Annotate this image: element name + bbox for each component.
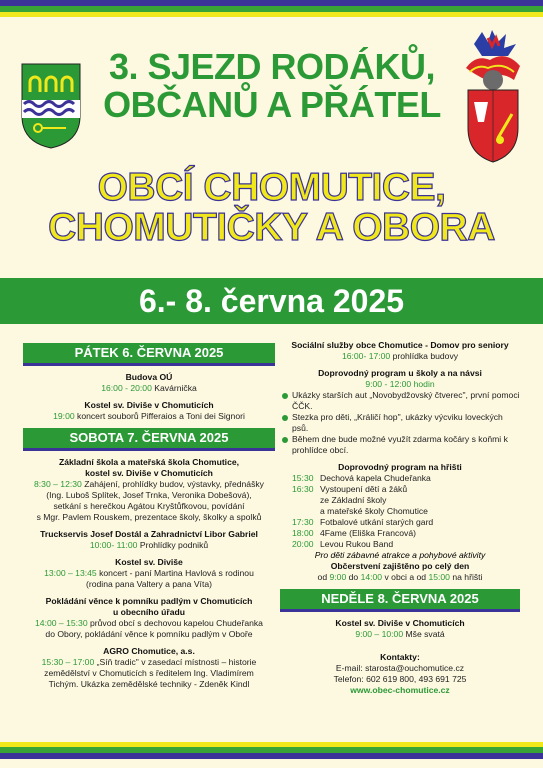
- program-text: ze Základní školy: [320, 495, 387, 505]
- event-title: AGRO Chomutice, a.s.: [103, 646, 195, 656]
- event-text: Kavárnička: [154, 383, 197, 393]
- list-item: Stezka pro děti, „Králičí hop", ukázky výcviku loveckých psů.: [280, 412, 520, 434]
- event-title: Pokládání věnce k pomníku padlým v Chomuticích: [45, 596, 253, 606]
- event-time: 9:00 – 10:00: [355, 629, 404, 639]
- website-link[interactable]: www.obec-chomutice.cz: [350, 685, 450, 695]
- event-text: do Obory, pokládání věnce k pomníku padlým v Oboře: [45, 629, 253, 639]
- refreshments-info: [280, 561, 520, 583]
- event-title: u obecního úřadu: [112, 607, 186, 617]
- event-text: průvod obcí s dechovou kapelou Chudeřanka: [90, 618, 263, 628]
- refresh-text: od: [317, 572, 328, 582]
- saturday-header: SOBOTA 7. ČERVNA 2025: [23, 428, 275, 451]
- title-line-3: OBCÍ CHOMUTICE,: [97, 166, 446, 209]
- event-text: prohlídka budovy: [392, 351, 459, 361]
- social-services-event: [280, 340, 520, 362]
- program-text: Fotbalové utkání starých gard: [320, 517, 434, 527]
- program-time: 17:30: [292, 517, 314, 527]
- event-title: Kostel sv. Diviše v Chomuticích: [84, 400, 214, 410]
- event-text: Mše svatá: [405, 629, 445, 639]
- friday-header: PÁTEK 6. ČERVNA 2025: [23, 343, 275, 366]
- event-text: koncert - paní Martina Havlová s rodinou: [99, 568, 254, 578]
- table-row: [292, 484, 433, 495]
- program-time: [292, 495, 320, 506]
- program-text: Vystoupení dětí a žáků: [320, 484, 408, 494]
- program-time: 16:30: [292, 484, 314, 494]
- event-time: 14:00 – 15:30: [35, 618, 88, 628]
- table-row: [292, 517, 433, 528]
- friday-event-2: [23, 400, 275, 422]
- event-title: kostel sv. Diviše v Chomuticích: [85, 468, 213, 478]
- title-line-2: OBČANŮ A PŘÁTEL: [103, 84, 441, 125]
- event-time: 16:00- 17:00: [341, 351, 391, 361]
- event-text: (Ing. Luboš Splítek, Josef Trnka, Veronika Dobešová),: [46, 490, 252, 500]
- coat-of-arms-right-icon: [458, 28, 528, 168]
- refresh-time: 15:00: [428, 572, 450, 582]
- refreshments-title: Občerstvení zajištěno po celý den: [330, 561, 470, 571]
- sunday-event: [280, 618, 520, 640]
- email-link[interactable]: starosta@ouchomutice.cz: [365, 663, 465, 673]
- title-line-1: 3. SJEZD RODÁKŮ,: [108, 46, 436, 87]
- event-title: Budova OÚ: [125, 372, 173, 382]
- event-title: Sociální služby obce Chomutice - Domov pro seniory: [291, 340, 509, 350]
- program-time: [292, 506, 320, 517]
- event-time: 19:00: [53, 411, 75, 421]
- event-text: koncert souborů Pifferaios a Toni dei Signori: [77, 411, 245, 421]
- saturday-truck-event: [23, 529, 275, 551]
- event-text: zemědělství v Chomuticích s ředitelem Ing. Vladimírem: [44, 668, 254, 678]
- table-row: [292, 528, 433, 539]
- list-item: Ukázky starších aut „Novobydžovský čtverec", první pomoci ČČK.: [280, 390, 520, 412]
- program-text: Dechová kapela Chudeřanka: [320, 473, 431, 483]
- program-text: Levou Rukou Band: [320, 539, 394, 549]
- program-text: a mateřské školy Chomutice: [320, 506, 428, 516]
- event-text: Prohlídky podniků: [139, 540, 209, 550]
- villages-title: [20, 168, 523, 248]
- event-time: 8:30 – 12:30: [34, 479, 82, 489]
- program-time: 15:30: [292, 473, 314, 483]
- event-time: 15:30 – 17:00: [41, 657, 95, 667]
- contacts-title: Kontakty:: [380, 652, 420, 662]
- table-row: [292, 473, 433, 484]
- event-time: 13:00 – 13:45: [44, 568, 97, 578]
- event-title: Základní škola a mateřská škola Chomutice,: [58, 457, 240, 467]
- refresh-text: do: [348, 572, 359, 582]
- list-item: Během dne bude možné využít zdarma kočáry s koňmi k prohlídce obcí.: [280, 434, 520, 456]
- event-title: Kostel sv. Diviše v Chomuticích: [335, 618, 465, 628]
- email-label: E-mail:: [335, 663, 366, 673]
- kids-note: Pro děti zábavné atrakce a pohybové aktivity: [314, 550, 486, 560]
- event-text: „Síň tradic" v zasedací místnosti – historie: [96, 657, 257, 667]
- event-text: setkání s herečkou Agátou Kryštůfkovou, povídání: [53, 501, 245, 511]
- program-time: 20:00: [292, 539, 314, 549]
- refresh-time: 14:00: [360, 572, 383, 582]
- event-time: 16:00 - 20:00: [101, 383, 152, 393]
- date-banner: 6.- 8. června 2025: [0, 278, 543, 324]
- event-time: 9:00 - 12:00 hodin: [365, 379, 435, 389]
- field-program-heading: [280, 462, 520, 473]
- refresh-text: na hřišti: [452, 572, 483, 582]
- event-text: Zahájení, prohlídky budov, výstavky, přednášky: [84, 479, 264, 489]
- saturday-church-event: [23, 557, 275, 590]
- table-row: [292, 506, 433, 517]
- event-time: 10:00- 11:00: [89, 540, 138, 550]
- friday-event-1: [23, 372, 275, 394]
- event-text: (rodina pana Valtery a pana Víta): [86, 579, 212, 589]
- contacts: [280, 652, 520, 696]
- saturday-wreath-event: [23, 596, 275, 640]
- event-text: Tichým. Ukázka zemědělské techniky - Zdeněk Kindl: [48, 679, 250, 689]
- event-title: Doprovodný program na hřišti: [338, 462, 462, 472]
- saturday-school-event: [23, 457, 275, 523]
- event-text: s Mgr. Pavlem Rouskem, prezentace školy, školky a spolků: [36, 512, 262, 522]
- event-title: [96, 48, 448, 124]
- school-program-list: [280, 390, 520, 456]
- sunday-header: NEDĚLE 8. ČERVNA 2025: [280, 589, 520, 612]
- municipal-crest-left-icon: [20, 62, 82, 150]
- refresh-time: 9:00: [329, 572, 347, 582]
- phone-text: Telefon: 602 619 800, 493 691 725: [333, 674, 467, 684]
- table-row: [292, 539, 433, 550]
- right-column: [280, 340, 520, 696]
- bottom-stripes: [0, 742, 543, 759]
- event-title: Kostel sv. Diviše: [115, 557, 183, 567]
- refresh-text: v obci a od: [384, 572, 427, 582]
- saturday-agro-event: [23, 646, 275, 690]
- left-column: [23, 343, 275, 690]
- program-text: 4Fame (Eliška Francová): [320, 528, 416, 538]
- title-line-4: CHOMUTIČKY A OBORA: [48, 206, 495, 249]
- event-title: Truckservis Josef Dostál a Zahradnictví Libor Gabriel: [40, 529, 258, 539]
- event-title: Doprovodný program u školy a na návsi: [318, 368, 482, 378]
- school-program-heading: [280, 368, 520, 390]
- top-stripes: [0, 0, 543, 17]
- field-program-table: [292, 473, 433, 550]
- program-time: 18:00: [292, 528, 314, 538]
- table-row: [292, 495, 433, 506]
